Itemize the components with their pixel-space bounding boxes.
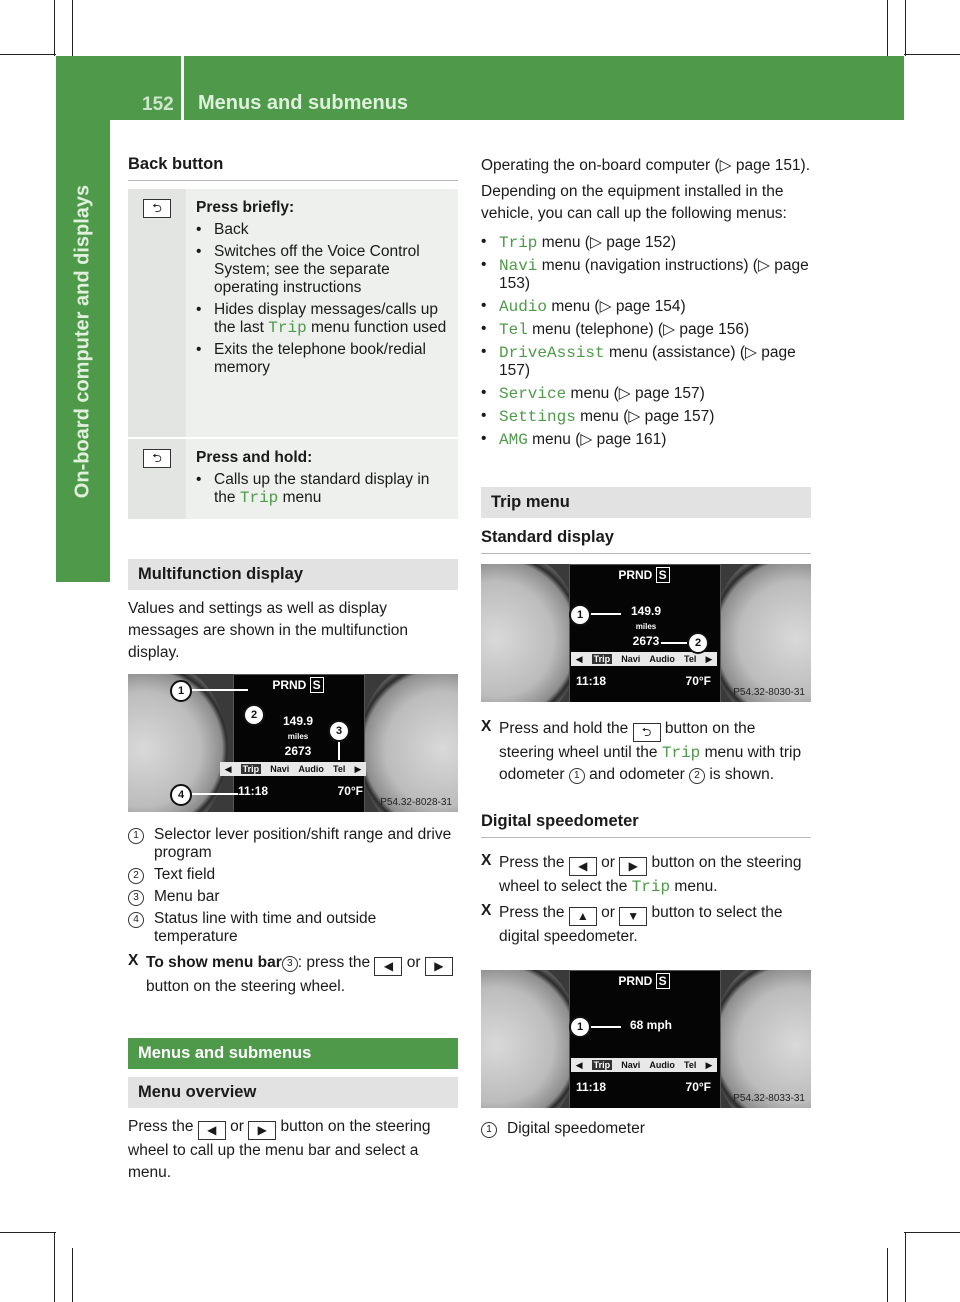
right-column [481,155,811,1142]
menu-list-item: • Tel menu (telephone) (▷ page 156) [481,320,750,339]
crop-mark [54,1232,55,1302]
odometer-value: 2673 [632,634,660,648]
menu-item-trip: Trip [242,764,260,774]
figure-code: P54.32-8030-31 [733,687,805,698]
callout-1: 1 [170,680,192,702]
menu-bar: ◀ Trip Navi Audio Tel ▶ [220,762,366,776]
digital-speed-value: 68 mph [629,1018,672,1032]
status-time: 11:18 [576,674,607,688]
callout-1: 1 [569,1016,591,1038]
left-arrow-button-icon: ◀ [374,957,402,976]
callout-3: 3 [328,720,350,742]
figure-code: P54.32-8033-31 [733,1093,805,1104]
callout-4: 4 [170,784,192,806]
callout-line [591,1026,621,1028]
page-header [56,56,904,120]
tachometer-gauge [711,564,811,702]
action-marker: X [481,902,492,919]
drive-mode: S [656,567,670,583]
crop-mark [905,1232,906,1302]
press-hold-label: Press and hold: [196,449,313,466]
back-arrow-icon: ⮌ [633,723,661,742]
menu-list-item: • Settings menu (▷ page 157) [481,407,715,426]
bullet-text: Calls up the standard display in the [214,471,430,506]
menu-item-trip: Trip [593,1060,611,1070]
trip-menu-ref: Trip [239,489,279,507]
legend-item: 2 Text field [128,866,458,884]
bullet-text: menu function used [311,319,447,336]
intro-text: Operating the on-board computer (▷ page 151). [481,157,811,174]
multifunction-display-figure [128,674,458,812]
instruction: X Press the ▲ or ▼ button to select the digital speedometer. [481,902,811,948]
menu-list-item: • Navi menu (navigation instructions) (▷ page 153) [481,256,809,292]
digital-speedometer-figure [481,970,811,1108]
callout-line [190,793,238,795]
left-arrow-button-icon: ◀ [198,1121,226,1140]
menu-item-navi: Navi [621,1060,641,1070]
menu-item-tel: Tel [684,654,697,664]
back-table-row-1: ⮌ Press briefly: • Back • Switches off the Voice Control System; see the separate operating instructions • Hides display messages/calls up the last Trip menu function used • Exits the telephone book/redial memory [128,189,458,437]
header-divider [181,56,184,120]
menu-item-audio: Audio [649,654,675,664]
bullet-text: Switches off the Voice Control System; see the separate operating instructions [214,243,420,296]
back-table-row-2: ⮌ Press and hold: • Calls up the standard display in the Trip menu [128,439,458,519]
crop-mark [904,54,960,55]
back-button-heading: Back button [128,155,458,181]
right-arrow-button-icon: ▶ [619,857,647,876]
callout-line [661,642,687,644]
page-ref-icon: ▷ [719,157,736,174]
trip-value: 149.9 [630,604,662,618]
menu-bar: ◀ Trip Navi Audio Tel ▶ [571,1058,717,1072]
crop-mark [0,54,56,55]
legend-item: 4 Status line with time and outside temperature [128,910,458,946]
chapter-title: On-board computer and displays [71,184,94,499]
menu-item-tel: Tel [684,1060,697,1070]
left-column [128,155,458,1184]
legend-item: 1 Selector lever position/shift range and drive program [128,826,458,862]
bullet-text: Back [214,221,249,238]
digital-speedometer-heading: Digital speedometer [481,812,811,838]
left-arrow-button-icon: ◀ [569,857,597,876]
speedometer-gauge [481,564,581,702]
callout-2: 2 [687,632,709,654]
crop-mark [887,1248,888,1302]
menu-item-navi: Navi [621,654,641,664]
press-briefly-label: Press briefly: [196,199,295,216]
page-number: 152 [142,94,174,115]
legend-item: 1 Digital speedometer [481,1120,811,1138]
mfd-text: Values and settings as well as display messages are shown in the multifunction display. [128,600,409,661]
legend-item: 3 Menu bar [128,888,458,906]
odometer-value: 2673 [284,744,312,758]
crop-mark [72,0,73,56]
crop-mark [72,1248,73,1302]
figure-code: P54.32-8028-31 [380,797,452,808]
gear-indicator: PRND [618,568,653,582]
crop-mark [905,0,906,56]
status-temp: 70°F [685,1080,711,1094]
back-arrow-icon: ⮌ [143,449,171,468]
intro-text-2: Depending on the equipment installed in the vehicle, you can call up the following menus: [481,183,787,222]
gear-indicator: PRND [272,678,307,692]
mfd-heading: Multifunction display [128,559,458,590]
back-arrow-icon: ⮌ [143,199,171,218]
instruction: X Press the ◀ or ▶ button on the steering wheel to select the Trip menu. [481,852,802,896]
trip-menu-ref: Trip [268,319,307,337]
menu-overview-heading: Menu overview [128,1077,458,1108]
bullet-text: Exits the telephone book/redial memory [214,341,426,376]
menu-item-trip: Trip [593,654,611,664]
crop-mark [904,1232,960,1233]
bullet-text: Hides display messages/calls up the last [214,301,438,336]
status-temp: 70°F [685,674,711,688]
tachometer-gauge [358,674,458,812]
distance-unit: miles [287,732,309,741]
down-arrow-button-icon: ▼ [619,907,647,926]
standard-display-figure [481,564,811,702]
chapter-tab [56,120,110,582]
status-temp: 70°F [337,784,363,798]
crop-mark [54,0,55,56]
tachometer-gauge [711,970,811,1108]
menu-list-item: • DriveAssist menu (assistance) (▷ page 157) [481,343,796,379]
gear-indicator: PRND [618,974,653,988]
callout-1: 1 [569,604,591,626]
callout-2: 2 [243,704,265,726]
instruction: X To show menu bar 3 : press the ◀ or ▶ button on the steering wheel. [128,952,458,998]
crop-mark [887,0,888,56]
standard-display-heading: Standard display [481,528,811,554]
action-marker: X [481,718,492,735]
menu-item-audio: Audio [649,1060,675,1070]
menu-bar: ◀ Trip Navi Audio Tel ▶ [571,652,717,666]
menu-list-item: • Trip menu (▷ page 152) [481,233,677,252]
menus-submenus-heading: Menus and submenus [128,1038,458,1069]
status-time: 11:18 [238,784,269,798]
callout-line [591,613,621,615]
bullet-text: menu [282,489,322,506]
action-marker: X [481,852,492,869]
distance-unit: miles [635,622,657,631]
menu-list-item: • Service menu (▷ page 157) [481,384,705,403]
menu-item-tel: Tel [333,764,346,774]
callout-line [190,689,248,691]
right-arrow-button-icon: ▶ [248,1121,276,1140]
up-arrow-button-icon: ▲ [569,907,597,926]
action-marker: X [128,952,139,969]
drive-mode: S [310,677,324,693]
page-title: Menus and submenus [198,92,409,114]
trip-menu-heading: Trip menu [481,487,811,518]
right-arrow-button-icon: ▶ [425,957,453,976]
speedometer-gauge [481,970,581,1108]
instruction: X Press and hold the ⮌ button on the steering wheel until the Trip menu with trip odometer 1 and odometer 2 is shown. [481,718,811,786]
menu-list-item: • AMG menu (▷ page 161) [481,430,667,449]
crop-mark [0,1232,56,1233]
menu-item-navi: Navi [270,764,290,774]
menu-item-audio: Audio [298,764,324,774]
status-time: 11:18 [576,1080,607,1094]
menu-list-item: • Audio menu (▷ page 154) [481,297,686,316]
drive-mode: S [656,973,670,989]
menu-overview-text: Press the ◀ or ▶ button on the steering wheel to call up the menu bar and select a menu. [128,1118,431,1181]
trip-value: 149.9 [282,714,314,728]
